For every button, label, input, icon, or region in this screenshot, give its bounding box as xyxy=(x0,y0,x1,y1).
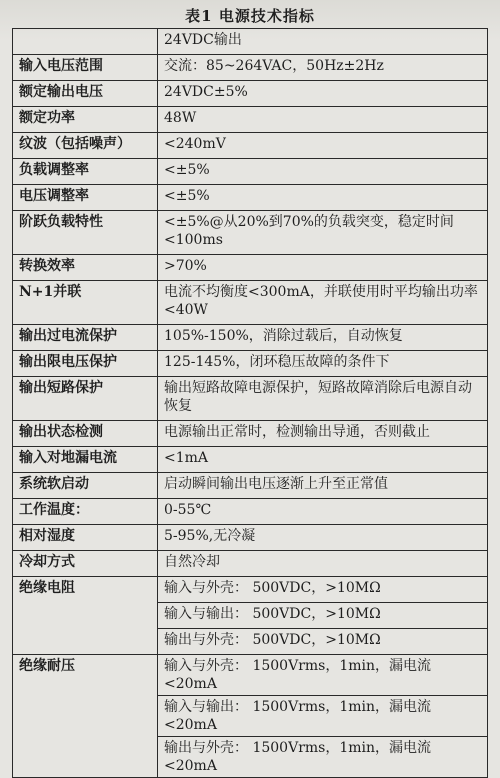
value-cell: 电流不均衡度<300mA，并联使用时平均输出功率<40W xyxy=(158,281,488,325)
spec-table xyxy=(12,28,488,778)
table-header-row xyxy=(13,29,488,55)
table-row xyxy=(13,499,488,525)
table-row xyxy=(13,159,488,185)
value-cell: 自然冷却 xyxy=(158,551,488,577)
value-cell: 48W xyxy=(158,107,488,133)
param-cell: 输入电压范围 xyxy=(13,55,158,81)
value-cell: <±5%@从20%到70%的负载突变，稳定时间<100ms xyxy=(158,211,488,255)
value-cell: <±5% xyxy=(158,159,488,185)
value-cell: 输出短路故障电源保护，短路故障消除后电源自动恢复 xyxy=(158,377,488,421)
value-cell: 输入与外壳： 500VDC，>10MΩ xyxy=(158,577,488,603)
param-cell: 输出短路保护 xyxy=(13,377,158,421)
table-row xyxy=(13,525,488,551)
param-cell: 相对湿度 xyxy=(13,525,158,551)
value-cell: 5-95%,无冷凝 xyxy=(158,525,488,551)
header-cell: 24VDC输出 xyxy=(158,29,488,55)
table-row xyxy=(13,185,488,211)
param-cell: 输出状态检测 xyxy=(13,421,158,447)
table-row xyxy=(13,81,488,107)
param-cell: 额定功率 xyxy=(13,107,158,133)
param-cell: 冷却方式 xyxy=(13,551,158,577)
value-cell: <240mV xyxy=(158,133,488,159)
table-row xyxy=(13,211,488,255)
table-row xyxy=(13,655,488,696)
param-cell: N+1并联 xyxy=(13,281,158,325)
value-cell: <±5% xyxy=(158,185,488,211)
value-cell: 交流：85~264VAC，50Hz±2Hz xyxy=(158,55,488,81)
param-cell: 转换效率 xyxy=(13,255,158,281)
value-cell: 电源输出正常时，检测输出导通，否则截止 xyxy=(158,421,488,447)
value-cell: 24VDC±5% xyxy=(158,81,488,107)
value-cell: 输出与外壳： 500VDC，>10MΩ xyxy=(158,629,488,655)
value-cell: 105%-150%，消除过载后，自动恢复 xyxy=(158,325,488,351)
param-cell: 输出限电压保护 xyxy=(13,351,158,377)
value-cell: 输出与外壳： 1500Vrms，1min，漏电流<20mA xyxy=(158,737,488,778)
value-cell: 输入与外壳： 1500Vrms，1min，漏电流<20mA xyxy=(158,655,488,696)
table-row xyxy=(13,421,488,447)
table-caption: 表1 电源技术指标 xyxy=(185,7,315,25)
value-cell: 0-55℃ xyxy=(158,499,488,525)
param-cell-insulation-resistance: 绝缘电阻 xyxy=(13,577,158,655)
table-row xyxy=(13,107,488,133)
table-row xyxy=(13,325,488,351)
value-cell: >70% xyxy=(158,255,488,281)
table-row xyxy=(13,377,488,421)
value-cell: 125-145%，闭环稳压故障的条件下 xyxy=(158,351,488,377)
value-cell: <1mA xyxy=(158,447,488,473)
table-row xyxy=(13,473,488,499)
table-row xyxy=(13,133,488,159)
param-cell: 电压调整率 xyxy=(13,185,158,211)
table-row xyxy=(13,55,488,81)
param-cell: 纹波（包括噪声） xyxy=(13,133,158,159)
param-cell: 负载调整率 xyxy=(13,159,158,185)
header-empty-cell xyxy=(13,29,158,55)
param-cell: 额定输出电压 xyxy=(13,81,158,107)
table-row xyxy=(13,577,488,603)
table-row xyxy=(13,281,488,325)
param-cell: 系统软启动 xyxy=(13,473,158,499)
value-cell: 输入与输出： 1500Vrms，1min，漏电流<20mA xyxy=(158,696,488,737)
param-cell: 工作温度： xyxy=(13,499,158,525)
param-cell: 阶跃负载特性 xyxy=(13,211,158,255)
table-row xyxy=(13,447,488,473)
param-cell-insulation-voltage: 绝缘耐压 xyxy=(13,655,158,778)
param-cell: 输出过电流保护 xyxy=(13,325,158,351)
table-row xyxy=(13,351,488,377)
value-cell: 启动瞬间输出电压逐渐上升至正常值 xyxy=(158,473,488,499)
param-cell: 输入对地漏电流 xyxy=(13,447,158,473)
table-row xyxy=(13,551,488,577)
value-cell: 输入与输出： 500VDC，>10MΩ xyxy=(158,603,488,629)
table-row xyxy=(13,255,488,281)
